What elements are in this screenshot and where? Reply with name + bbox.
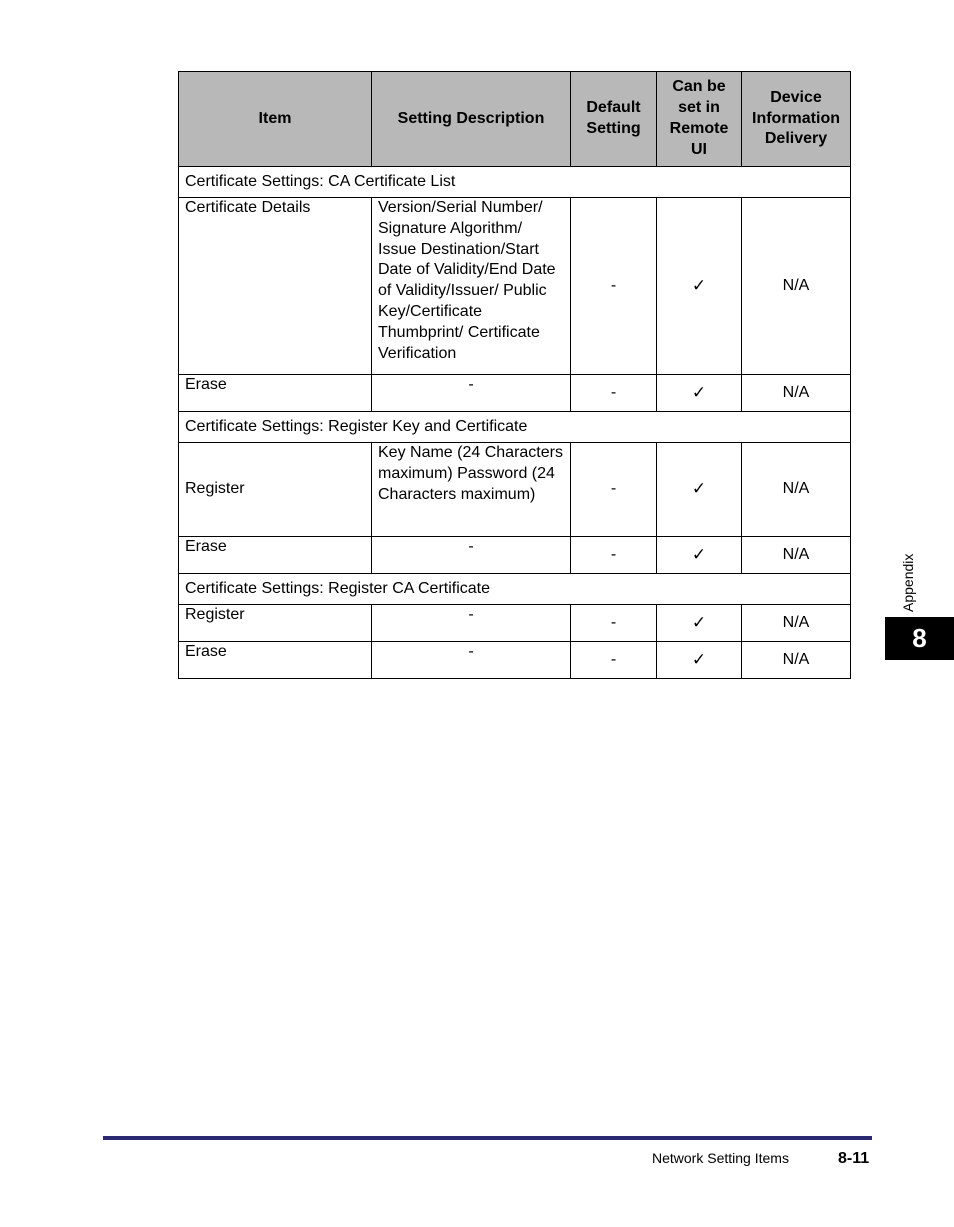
side-tab-label: Appendix [900,553,916,612]
delivery-cell: N/A [742,537,851,574]
check-icon: ✓ [657,537,742,574]
section-title: Certificate Settings: CA Certificate List [179,167,851,198]
check-icon: ✓ [657,605,742,642]
table-row [179,198,851,375]
description-cell: - [372,375,571,412]
header-device-info-delivery: Device Information Delivery [742,72,851,167]
check-icon: ✓ [657,642,742,679]
header-default-setting: Default Setting [571,72,657,167]
item-cell: Register [179,605,372,642]
footer-section-title: Network Setting Items [652,1150,789,1166]
default-cell: - [571,537,657,574]
description-cell: - [372,605,571,642]
page-number: 8-11 [838,1150,870,1167]
delivery-cell: N/A [742,198,851,375]
section-row [179,167,851,198]
description-cell: Key Name (24 Characters maximum) Password (24 Characters maximum) [372,443,571,537]
delivery-cell: N/A [742,443,851,537]
description-cell: - [372,537,571,574]
default-cell: - [571,375,657,412]
default-cell: - [571,605,657,642]
footer-divider [103,1136,872,1140]
delivery-cell: N/A [742,605,851,642]
header-item: Item [179,72,372,167]
chapter-tab: 8 [885,617,954,660]
table-row [179,605,851,642]
section-row [179,574,851,605]
section-title: Certificate Settings: Register CA Certificate [179,574,851,605]
header-row [179,72,851,167]
default-cell: - [571,443,657,537]
item-cell: Erase [179,375,372,412]
check-icon: ✓ [657,443,742,537]
item-cell: Certificate Details [179,198,372,375]
description-cell: Version/Serial Number/ Signature Algorithm/ Issue Destination/Start Date of Validity/End Date of Validity/Issuer/ Public Key/Certificate Thumbprint/ Certificate Verification [372,198,571,375]
default-cell: - [571,198,657,375]
item-cell: Erase [179,537,372,574]
table-row [179,443,851,537]
table-row [179,642,851,679]
check-icon: ✓ [657,375,742,412]
description-cell: - [372,642,571,679]
header-setting-description: Setting Description [372,72,571,167]
section-title: Certificate Settings: Register Key and Certificate [179,412,851,443]
section-row [179,412,851,443]
header-remote-ui: Can be set in Remote UI [657,72,742,167]
table-row [179,375,851,412]
settings-table [178,71,851,679]
item-cell: Erase [179,642,372,679]
default-cell: - [571,642,657,679]
delivery-cell: N/A [742,375,851,412]
table-row [179,537,851,574]
check-icon: ✓ [657,198,742,375]
item-cell: Register [179,443,372,537]
delivery-cell: N/A [742,642,851,679]
